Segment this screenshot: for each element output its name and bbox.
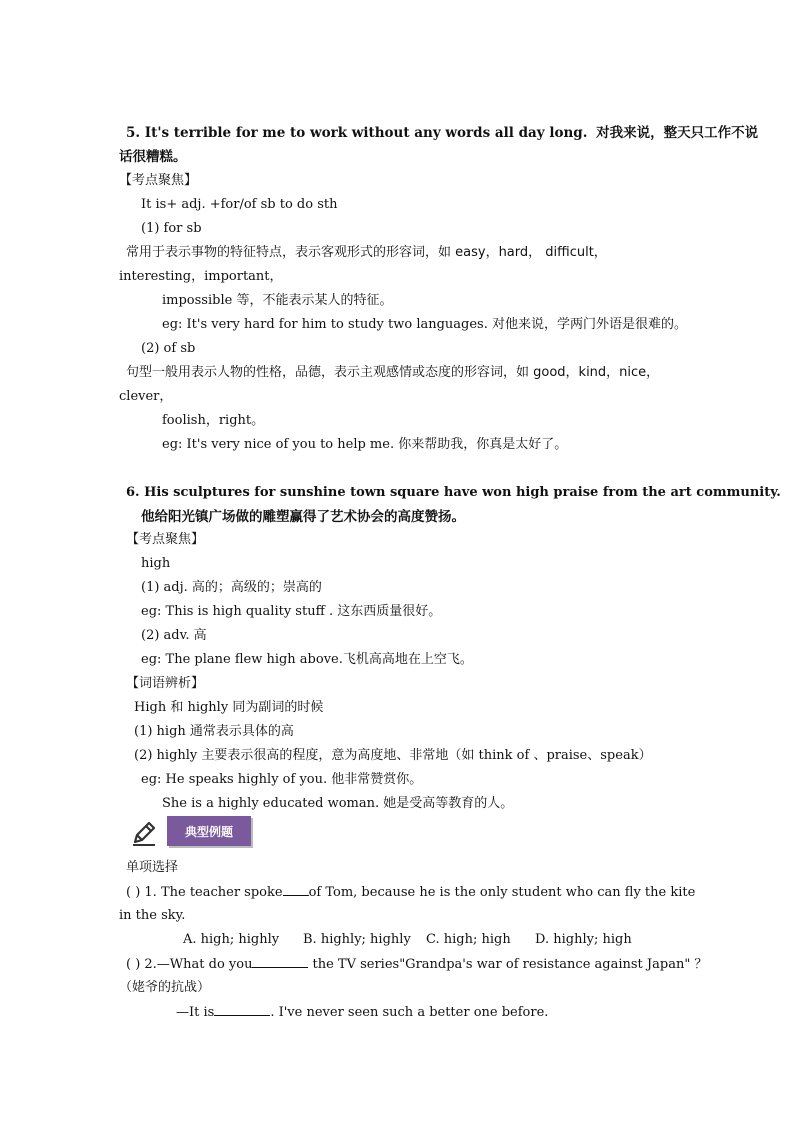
pencil-icon <box>129 818 159 848</box>
item5-desc1b: interesting，important， <box>119 269 283 284</box>
item5-desc2c: foolish，right。 <box>162 413 265 428</box>
item6-title-cn: 他给阳光镇广场做的雕塑赢得了艺术协会的高度赞扬。 <box>141 509 465 525</box>
item5-tag: 【考点聚焦】 <box>119 173 198 188</box>
item5-example1: eg: It's very hard for him to study two languages. 对他来说，学两门外语是很难的。 <box>162 317 687 332</box>
question-2-answer-pre: —It is <box>176 1005 215 1020</box>
item5-title <box>126 124 758 142</box>
question-1-blank[interactable] <box>283 883 309 896</box>
question-1-option-c: C. high; high <box>426 932 511 947</box>
item5-title-en: 5. It's terrible for me to work without any words all day long. <box>126 125 588 141</box>
item6-tag: 【考点聚焦】 <box>126 532 205 547</box>
question-2-answer-post: . I've never seen such a better one before. <box>270 1005 549 1020</box>
item6-meaning1: (1) adj. 高的；高级的；崇高的 <box>141 580 322 595</box>
question-2-pre: ( ) 2.—What do you <box>126 957 253 972</box>
question-2 <box>126 955 707 974</box>
item6-example4: She is a highly educated woman. 她是受高等教育的人。 <box>162 796 514 811</box>
item5-point2: (2) of sb <box>141 341 196 356</box>
question-1-pre: ( ) 1. The teacher spoke <box>126 885 283 900</box>
question-2-blank[interactable] <box>252 955 308 968</box>
example-badge: 典型例题 <box>167 816 251 846</box>
item5-desc1a: 常用于表示事物的特征特点，表示客观形式的形容词，如 easy，hard， difficult， <box>126 245 607 260</box>
item5-desc2a: 句型一般用表示人物的性格，品德，表示主观感情或态度的形容词，如 good，kind，nice， <box>126 365 660 380</box>
item6-title-en: 6. His sculptures for sunshine town square have won high praise from the art community. <box>126 485 781 500</box>
item6-tag2: 【词语辨析】 <box>126 676 205 691</box>
item5-example2: eg: It's very nice of you to help me. 你来帮助我，你真是太好了。 <box>162 437 568 452</box>
item6-compare: High 和 highly 同为副词的时候 <box>134 700 324 715</box>
item6-example1: eg: This is high quality stuff . 这东西质量很好。 <box>141 604 442 619</box>
question-2-answer <box>176 1003 548 1022</box>
exercise-heading: 单项选择 <box>126 860 179 875</box>
item6-example3: eg: He speaks highly of you. 他非常赞赏你。 <box>141 772 423 787</box>
question-1-option-d: D. highly; high <box>535 932 632 947</box>
item6-compare2: (2) highly 主要表示很高的程度，意为高度地、非常地（如 think of 、praise、speak） <box>134 748 652 763</box>
question-1-post: of Tom, because he is the only student who can fly the kite <box>308 885 696 900</box>
question-1 <box>126 883 695 902</box>
question-2-post: the TV series"Grandpa's war of resistance against Japan" ？ <box>312 957 708 972</box>
item5-point1: (1) for sb <box>141 221 202 236</box>
question-1-option-b: B. highly; highly <box>303 932 411 947</box>
question-1-cont: in the sky. <box>119 908 186 923</box>
item5-desc2b: clever， <box>119 389 173 404</box>
item6-meaning2: (2) adv. 高 <box>141 628 207 643</box>
item5-title-cn: 对我来说，整天只工作不说 <box>596 125 759 141</box>
item6-example2: eg: The plane flew high above.飞机高高地在上空飞。 <box>141 652 473 667</box>
question-2-answer-blank[interactable] <box>214 1003 270 1016</box>
item6-word: high <box>141 556 171 571</box>
item6-compare1: (1) high 通常表示具体的高 <box>134 724 294 739</box>
item5-title-cn2: 话很糟糕。 <box>119 149 187 165</box>
item5-desc1c: impossible 等，不能表示某人的特征。 <box>162 293 393 308</box>
question-2-cont: （姥爷的抗战） <box>119 980 211 995</box>
item5-formula: It is+ adj. +for/of sb to do sth <box>141 197 338 212</box>
question-1-option-a: A. high; highly <box>183 932 280 947</box>
